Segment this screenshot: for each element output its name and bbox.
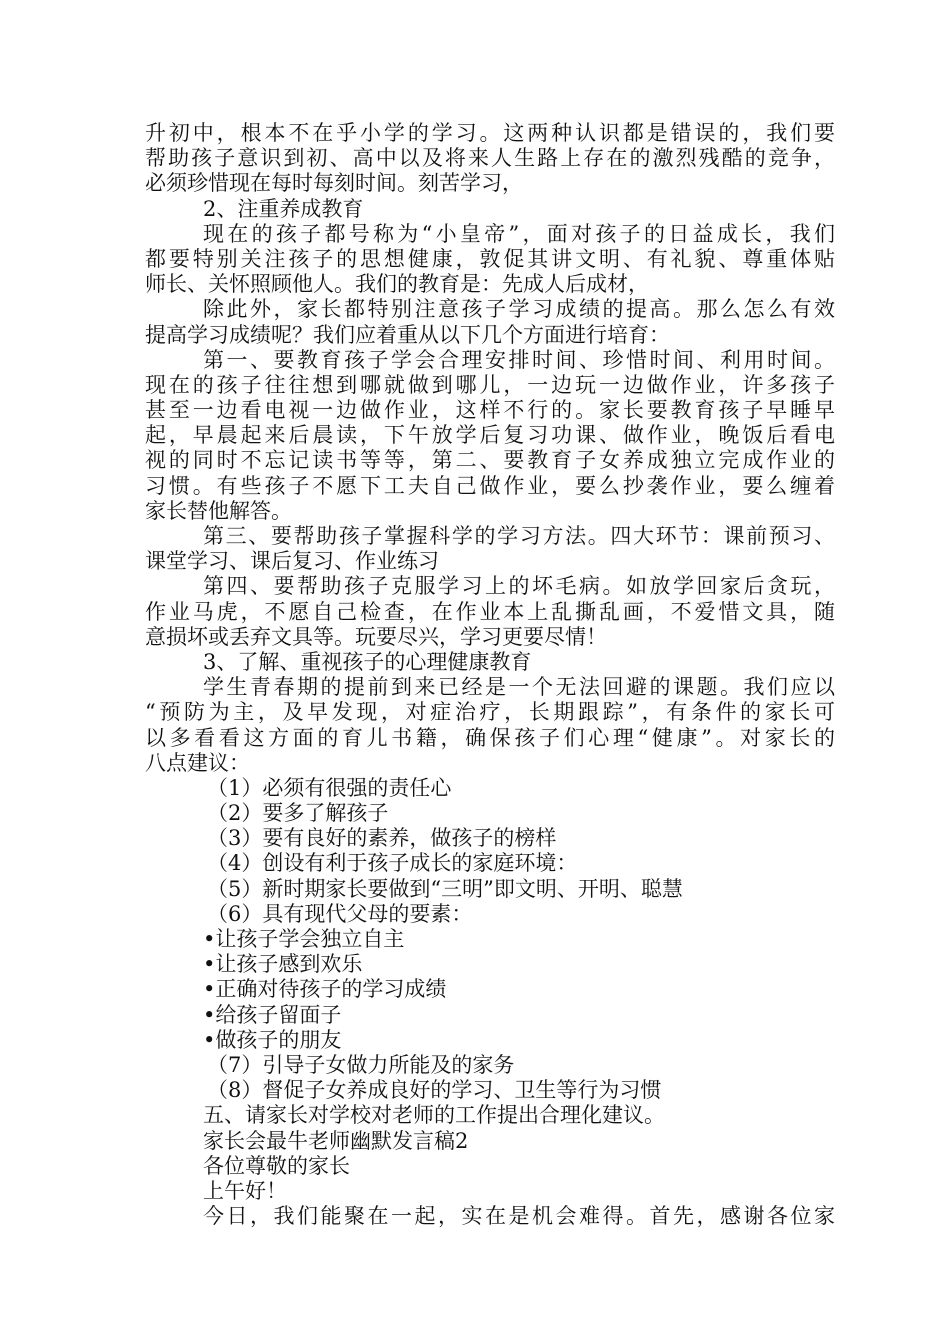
paragraph-line: “预防为主，及早发现，对症治疗，长期跟踪”，有条件的家长可 (145, 700, 835, 725)
paragraph-line: 学生青春期的提前到来已经是一个无法回避的课题。我们应以 (203, 675, 835, 700)
paragraph-line: 帮助孩子意识到初、高中以及将来人生路上存在的激烈残酷的竞争， (145, 146, 835, 171)
paragraph-line: 八点建议： (145, 750, 250, 775)
paragraph-line: 现在的孩子往往想到哪就做到哪儿，一边玩一边做作业，许多孩子 (145, 372, 835, 397)
paragraph-line: 各位尊敬的家长 (203, 1153, 350, 1178)
paragraph-line: 甚至一边看电视一边做作业，这样不行的。家长要教育孩子早睡早 (145, 398, 835, 423)
paragraph-line: 师长、关怀照顾他人。我们的教育是：先成人后成材， (145, 272, 649, 297)
paragraph-line: 家长替他解答。 (145, 498, 292, 523)
paragraph-line: 第三、要帮助孩子掌握科学的学习方法。四大环节：课前预习、 (203, 524, 835, 548)
paragraph-line: （1）必须有很强的责任心 (207, 775, 452, 800)
paragraph-line: •让孩子感到欢乐 (203, 952, 363, 977)
paragraph-line: 视的同时不忘记读书等等，第二、要教育子女养成独立完成作业的 (145, 448, 835, 473)
paragraph-line: 起，早晨起来后晨读，下午放学后复习功课、做作业，晚饭后看电 (145, 423, 835, 448)
paragraph-line: 上午好！ (203, 1178, 287, 1203)
paragraph-line: 第一、要教育孩子学会合理安排时间、珍惜时间、利用时间。 (203, 347, 835, 372)
paragraph-line: 提高学习成绩呢？我们应着重从以下几个方面进行培育： (145, 322, 670, 347)
paragraph-line: •做孩子的朋友 (203, 1027, 342, 1052)
paragraph-line: 都要特别关注孩子的思想健康，敦促其讲文明、有礼貌、尊重体贴 (145, 246, 835, 271)
paragraph-line: （3）要有良好的素养，做孩子的榜样 (207, 826, 557, 851)
paragraph-line: 家长会最牛老师幽默发言稿2 (203, 1128, 469, 1153)
paragraph-line: 除此外，家长都特别注意孩子学习成绩的提高。那么怎么有效 (203, 297, 835, 322)
paragraph-line: •正确对待孩子的学习成绩 (203, 977, 447, 1002)
paragraph-line: 2、注重养成教育 (203, 196, 364, 221)
paragraph-line: （2）要多了解孩子 (207, 801, 389, 826)
paragraph-line: •给孩子留面子 (203, 1002, 342, 1027)
paragraph-line: （4）创设有利于孩子成长的家庭环境： (207, 851, 578, 876)
paragraph-line: 必须珍惜现在每时每刻时间。刻苦学习， (145, 171, 523, 196)
paragraph-line: •让孩子学会独立自主 (203, 927, 405, 951)
paragraph-line: 以多看看这方面的育儿书籍，确保孩子们心理“健康”。对家长的 (145, 725, 835, 750)
paragraph-line: （6）具有现代父母的要素： (207, 901, 473, 926)
paragraph-line: 今日，我们能聚在一起，实在是机会难得。首先，感谢各位家 (203, 1204, 835, 1229)
paragraph-line: 升初中，根本不在乎小学的学习。这两种认识都是错误的，我们要 (145, 121, 835, 145)
paragraph-line: 现在的孩子都号称为“小皇帝”，面对孩子的日益成长，我们 (203, 221, 835, 246)
paragraph-line: （7）引导子女做力所能及的家务 (207, 1052, 515, 1077)
paragraph-line: 作业马虎，不愿自己检查，在作业本上乱撕乱画，不爱惜文具，随 (145, 599, 835, 624)
paragraph-line: 第四、要帮助孩子克服学习上的坏毛病。如放学回家后贪玩， (203, 574, 835, 599)
document-body (145, 121, 835, 1229)
paragraph-line: 五、请家长对学校对老师的工作提出合理化建议。 (203, 1103, 665, 1128)
paragraph-line: 课堂学习、课后复习、作业练习 (145, 549, 439, 574)
paragraph-line: （8）督促子女养成良好的学习、卫生等行为习惯 (207, 1078, 662, 1103)
paragraph-line: 习惯。有些孩子不愿下工夫自己做作业，要么抄袭作业，要么缠着 (145, 473, 835, 498)
paragraph-line: 意损坏或丢弃文具等。玩要尽兴，学习更要尽情！ (145, 624, 607, 649)
paragraph-line: （5）新时期家长要做到“三明”即文明、开明、聪慧 (207, 876, 683, 901)
paragraph-line: 3、了解、重视孩子的心理健康教育 (203, 649, 532, 674)
